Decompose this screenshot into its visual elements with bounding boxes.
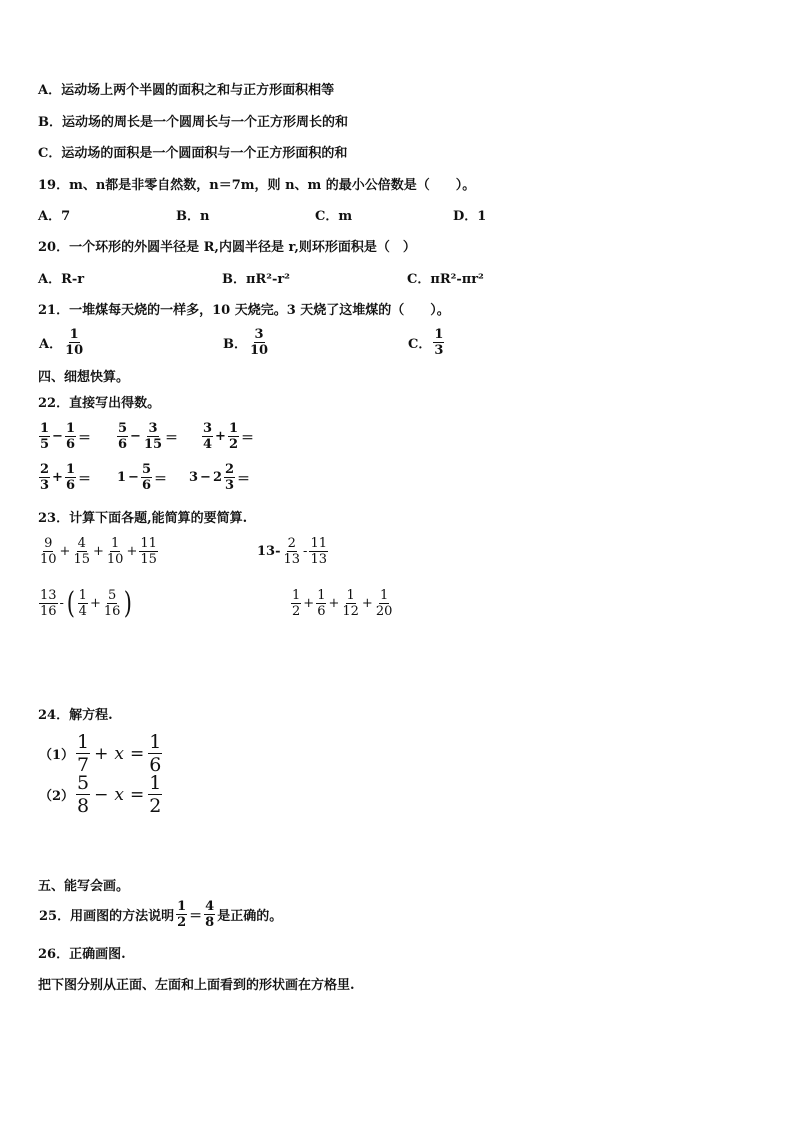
q19-option-d: D．1 (453, 209, 487, 224)
q21-stem: 21．一堆煤每天烧的一样多，10 天烧完。3 天烧了这堆煤的（ ）。 (38, 303, 450, 318)
q20-stem: 20．一个环形的外圆半径是 R,内圆半径是 r,则环形面积是（ ） (38, 240, 416, 255)
section-4-title: 四、细想快算。 (38, 370, 130, 385)
q22-expr-1: $\frac{1}{5}$ − $\frac{1}{6}$ ＝ (40, 421, 92, 452)
q24-equation-2: （2） $\frac{5}{8}$ − x = $\frac{1}{2}$ (39, 772, 162, 817)
q20-option-c: C．πR²-πr² (407, 272, 484, 287)
q18-option-c: C．运动场的面积是一个圆面积与一个正方形面积的和 (38, 146, 348, 161)
q23-expr-2: 13- $\frac{2}{13}$ - $\frac{11}{13}$ (257, 536, 327, 567)
q23-expr-3: $\frac{13}{16}$ -( $\frac{1}{4}$ + $\frac{5}{16}$ ) (40, 585, 133, 621)
q21-option-b: B． $\frac{3}{10}$ (223, 327, 269, 358)
q25-stem: 25．用画图的方法说明 $\frac{1}{2}$ ＝ $\frac{4}{8}$ 是正确的。 (39, 899, 283, 930)
q24-equation-1: （1） $\frac{1}{7}$ + x = $\frac{1}{6}$ (39, 731, 162, 776)
q23-expr-4: $\frac{1}{2}$ + $\frac{1}{6}$ + $\frac{1}{12}$ + $\frac{1}{20}$ (292, 588, 393, 619)
q19-option-b: B．n (176, 209, 210, 224)
q19-option-c: C．m (315, 209, 353, 224)
q24-stem: 24．解方程. (38, 708, 113, 723)
q20-option-b: B．πR²-r² (222, 272, 290, 287)
q19-stem: 19．m、n都是非零自然数，n＝7m，则 n、m 的最小公倍数是（ ）。 (38, 178, 476, 193)
q19-option-a: A．7 (38, 209, 71, 224)
q26-stem: 26．正确画图. (38, 947, 126, 962)
q22-expr-5: 1 − $\frac{5}{6}$ ＝ (117, 462, 168, 493)
section-5-title: 五、能写会画。 (38, 879, 130, 894)
q20-option-a: A．R-r (38, 272, 85, 287)
q26-description: 把下图分别从正面、左面和上面看到的形状画在方格里. (38, 978, 355, 993)
q22-stem: 22．直接写出得数。 (38, 396, 161, 411)
q22-expr-4: $\frac{2}{3}$ + $\frac{1}{6}$ ＝ (40, 462, 92, 493)
q21-option-c: C． $\frac{1}{3}$ (408, 327, 444, 358)
q23-expr-1: $\frac{9}{10}$ + $\frac{4}{15}$ + $\frac{1}{10}$ + $\frac{11}{15}$ (40, 536, 157, 567)
q21-option-a: A． $\frac{1}{10}$ (39, 327, 84, 358)
q22-expr-6: 3 − 2 $\frac{2}{3}$ ＝ (189, 462, 251, 493)
q22-expr-3: $\frac{3}{4}$ + $\frac{1}{2}$ ＝ (203, 421, 255, 452)
q22-expr-2: $\frac{5}{6}$ − $\frac{3}{15}$ ＝ (118, 421, 179, 452)
q18-option-a: A．运动场上两个半圆的面积之和与正方形面积相等 (38, 83, 335, 98)
q18-option-b: B．运动场的周长是一个圆周长与一个正方形周长的和 (38, 115, 348, 130)
q23-stem: 23．计算下面各题,能简算的要简算. (38, 511, 248, 526)
